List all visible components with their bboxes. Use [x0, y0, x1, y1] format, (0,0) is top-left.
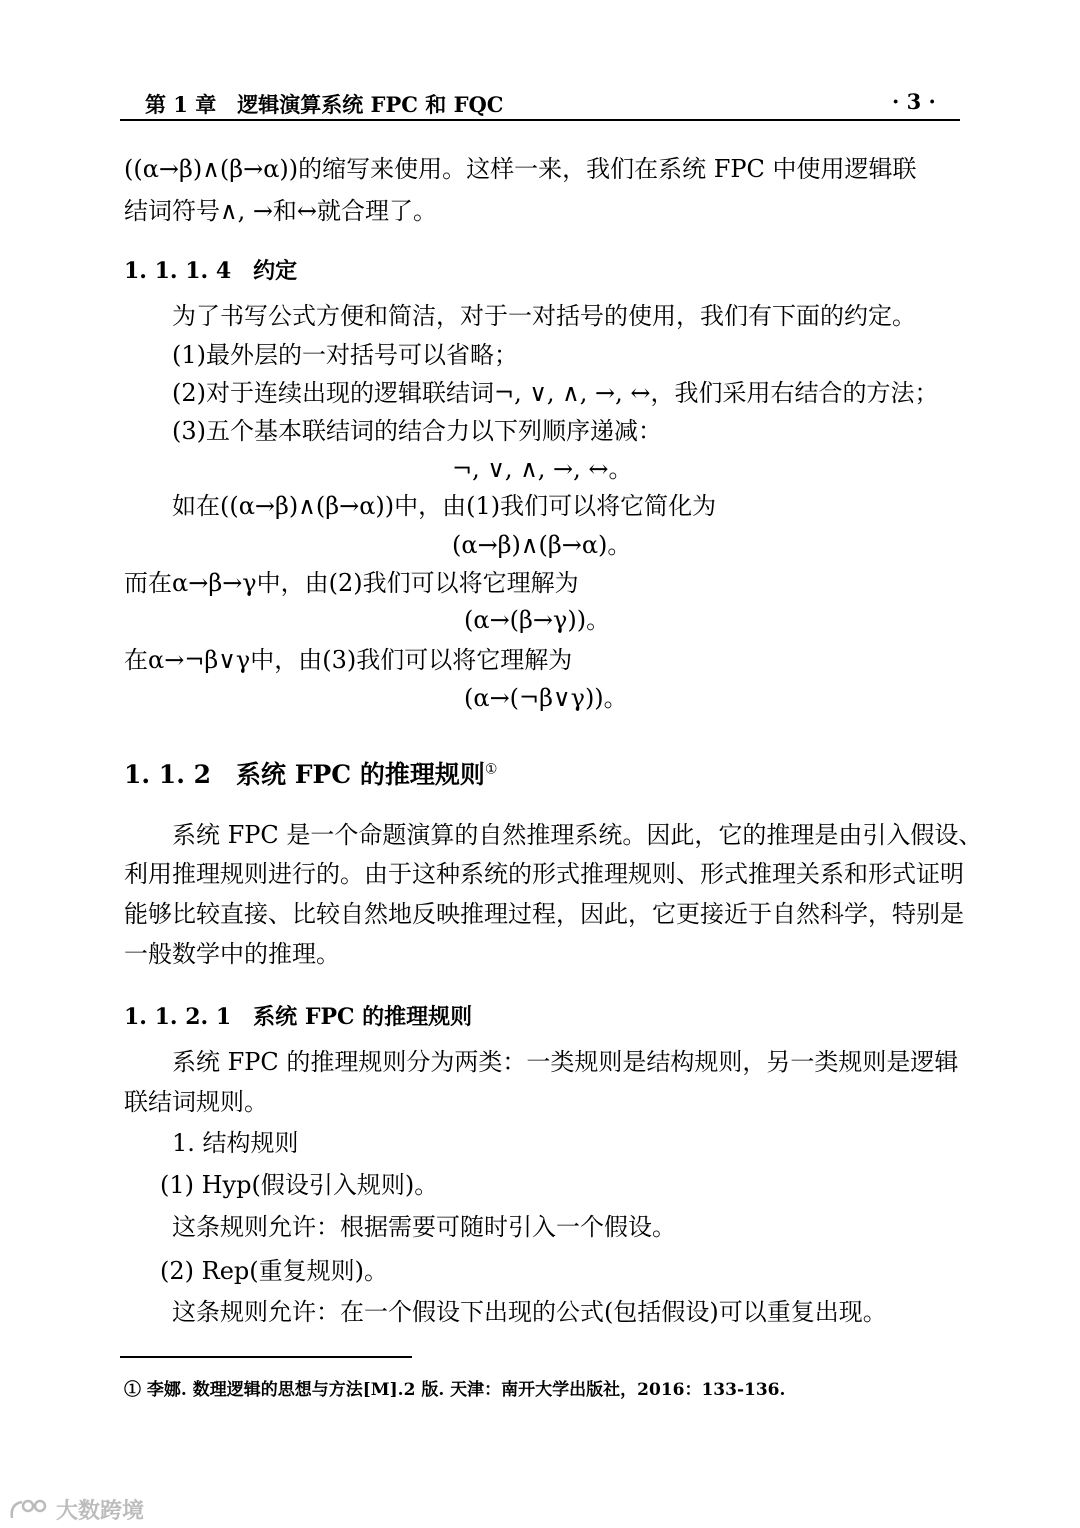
footnote-marker: ① [484, 761, 498, 778]
rules-para-line-1: 系统 FPC 的推理规则分为两类：一类规则是结构规则，另一类规则是逻辑 [172, 1048, 959, 1076]
example-3-text: 在α→¬β∨γ中，由(3)我们可以将它理解为 [124, 646, 573, 674]
page-number: · 3 · [892, 89, 936, 114]
hyp-rule: (1) Hyp(假设引入规则)。 [160, 1171, 439, 1199]
convention-intro: 为了书写公式方便和简洁，对于一对括号的使用，我们有下面的约定。 [172, 302, 916, 330]
example-2-formula: (α→(β→γ))。 [464, 606, 611, 634]
fpc-para-line-2: 利用推理规则进行的。由于这种系统的形式推理规则、形式推理关系和形式证明 [124, 860, 964, 888]
footnote-rule [120, 1356, 412, 1358]
footnote-text: ① 李娜. 数理逻辑的思想与方法[M].2 版. 天津：南开大学出版社，2016：133-136. [124, 1380, 786, 1400]
header-rule [120, 119, 960, 121]
rules-para-line-2: 联结词规则。 [124, 1088, 268, 1116]
example-1-text: 如在((α→β)∧(β→α))中，由(1)我们可以将它简化为 [172, 492, 717, 520]
section-heading-112-text: 1. 1. 2 系统 FPC 的推理规则 [124, 760, 485, 789]
section-heading-1121: 1. 1. 2. 1 系统 FPC 的推理规则 [124, 1004, 473, 1030]
convention-rule-2: (2)对于连续出现的逻辑联结词¬, ∨, ∧, →, ↔，我们采用右结合的方法； [172, 379, 939, 407]
rep-rule: (2) Rep(重复规则)。 [160, 1257, 388, 1285]
example-1-formula: (α→β)∧(β→α)。 [452, 531, 632, 559]
fpc-para-line-4: 一般数学中的推理。 [124, 940, 340, 968]
hyp-rule-description: 这条规则允许：根据需要可随时引入一个假设。 [172, 1213, 676, 1241]
running-header-chapter: 第 1 章 逻辑演算系统 FPC 和 FQC [145, 92, 504, 117]
watermark-text: 大数跨境 [56, 1499, 145, 1524]
connective-order: ¬, ∨, ∧, →, ↔。 [452, 455, 633, 483]
section-heading-1114: 1. 1. 1. 4 约定 [124, 258, 298, 284]
continuation-line-1: ((α→β)∧(β→α))的缩写来使用。这样一来，我们在系统 FPC 中使用逻辑联 [124, 155, 917, 183]
watermark-logo-icon [8, 1498, 50, 1522]
fpc-para-line-1: 系统 FPC 是一个命题演算的自然推理系统。因此，它的推理是由引入假设、 [172, 821, 983, 849]
convention-rule-3: (3)五个基本联结词的结合力以下列顺序递减： [172, 417, 662, 445]
example-2-text: 而在α→β→γ中，由(2)我们可以将它理解为 [124, 569, 579, 597]
section-heading-112 [124, 755, 497, 791]
fpc-para-line-3: 能够比较直接、比较自然地反映推理过程，因此，它更接近于自然科学，特别是 [124, 900, 964, 928]
continuation-line-2: 结词符号∧, →和↔就合理了。 [124, 197, 438, 225]
structural-rules-heading: 1. 结构规则 [172, 1129, 299, 1157]
watermark [8, 1494, 144, 1525]
rep-rule-description: 这条规则允许：在一个假设下出现的公式(包括假设)可以重复出现。 [172, 1298, 887, 1326]
convention-rule-1: (1)最外层的一对括号可以省略； [172, 341, 518, 369]
example-3-formula: (α→(¬β∨γ))。 [464, 684, 628, 712]
